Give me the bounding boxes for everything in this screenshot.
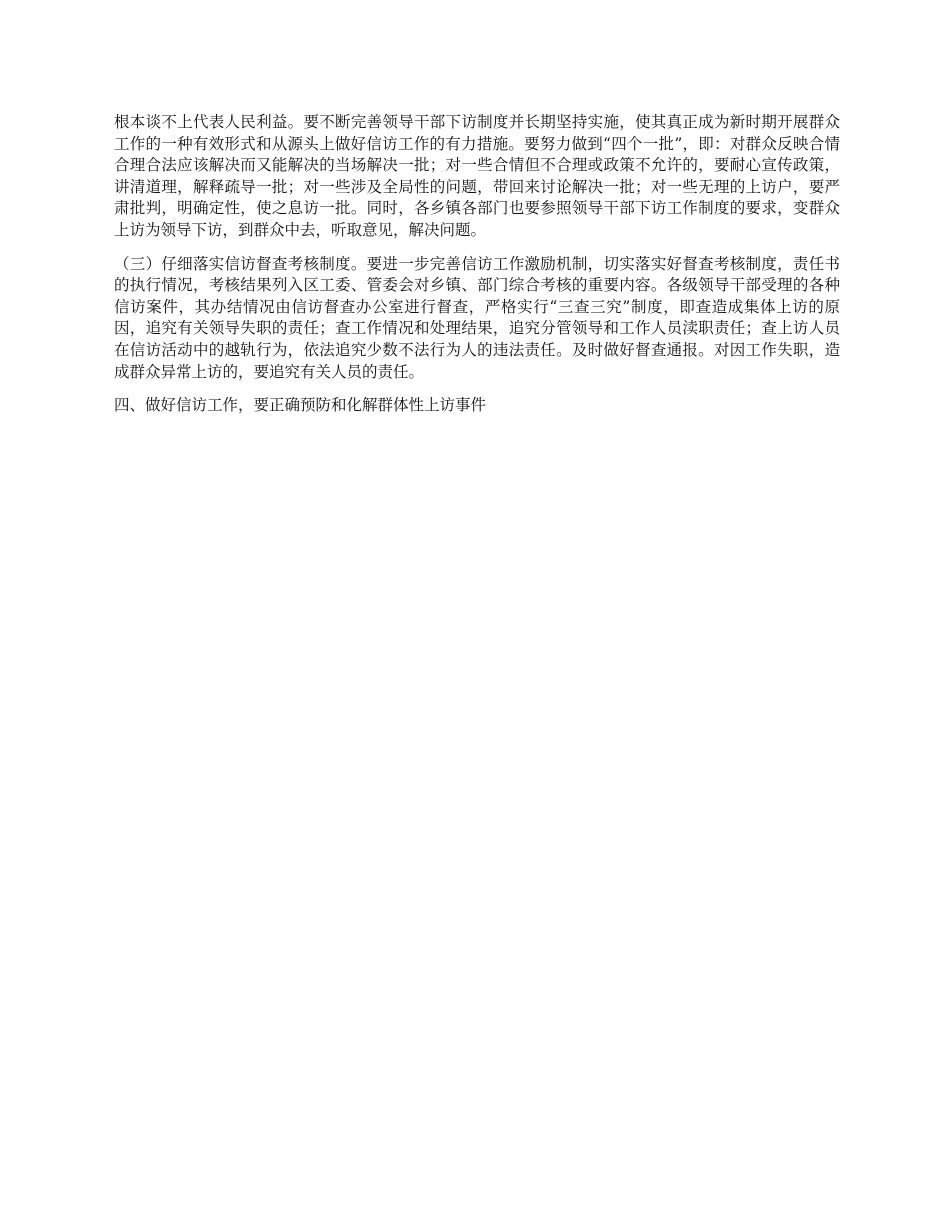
section-heading: 四、做好信访工作，要正确预防和化解群体性上访事件 (114, 396, 487, 415)
paragraph-supervision-assessment: （三）仔细落实信访督查考核制度。要进一步完善信访工作激励机制，切实落实好督查考核制度，责任书的执行情况，考核结果列入区工委、管委会对乡镇、部门综合考核的重要内容。各级领导干部受理的各种信访案件，其办结情况由信访督查办公室进行督查，严格实行“三查三究”制度，即查造成集体上访的原因，追究有关领导失职的责任；查工作情况和处理结果，追究分管领导和工作人员渎职责任；查上访人员在信访活动中的越轨行为，依法追究少数不法行为人的违法责任。及时做好督查通报。对因工作失职，造成群众异常上访的，要追究有关人员的责任。 (114, 254, 840, 381)
document-body (114, 112, 840, 417)
paragraph-leadership-visits: 根本谈不上代表人民利益。要不断完善领导干部下访制度并长期坚持实施，使其真正成为新时期开展群众工作的一种有效形式和从源头上做好信访工作的有力措施。要努力做到“四个一批”，即：对群众反映合情合理合法应该解决而又能解决的当场解决一批；对一些合情但不合理或政策不允许的，要耐心宣传政策，讲清道理，解释疏导一批；对一些涉及全局性的问题，带回来讨论解决一批；对一些无理的上访户，要严肃批判，明确定性，使之息访一批。同时，各乡镇各部门也要参照领导干部下访工作制度的要求，变群众上访为领导下访，到群众中去，听取意见，解决问题。 (114, 113, 840, 239)
